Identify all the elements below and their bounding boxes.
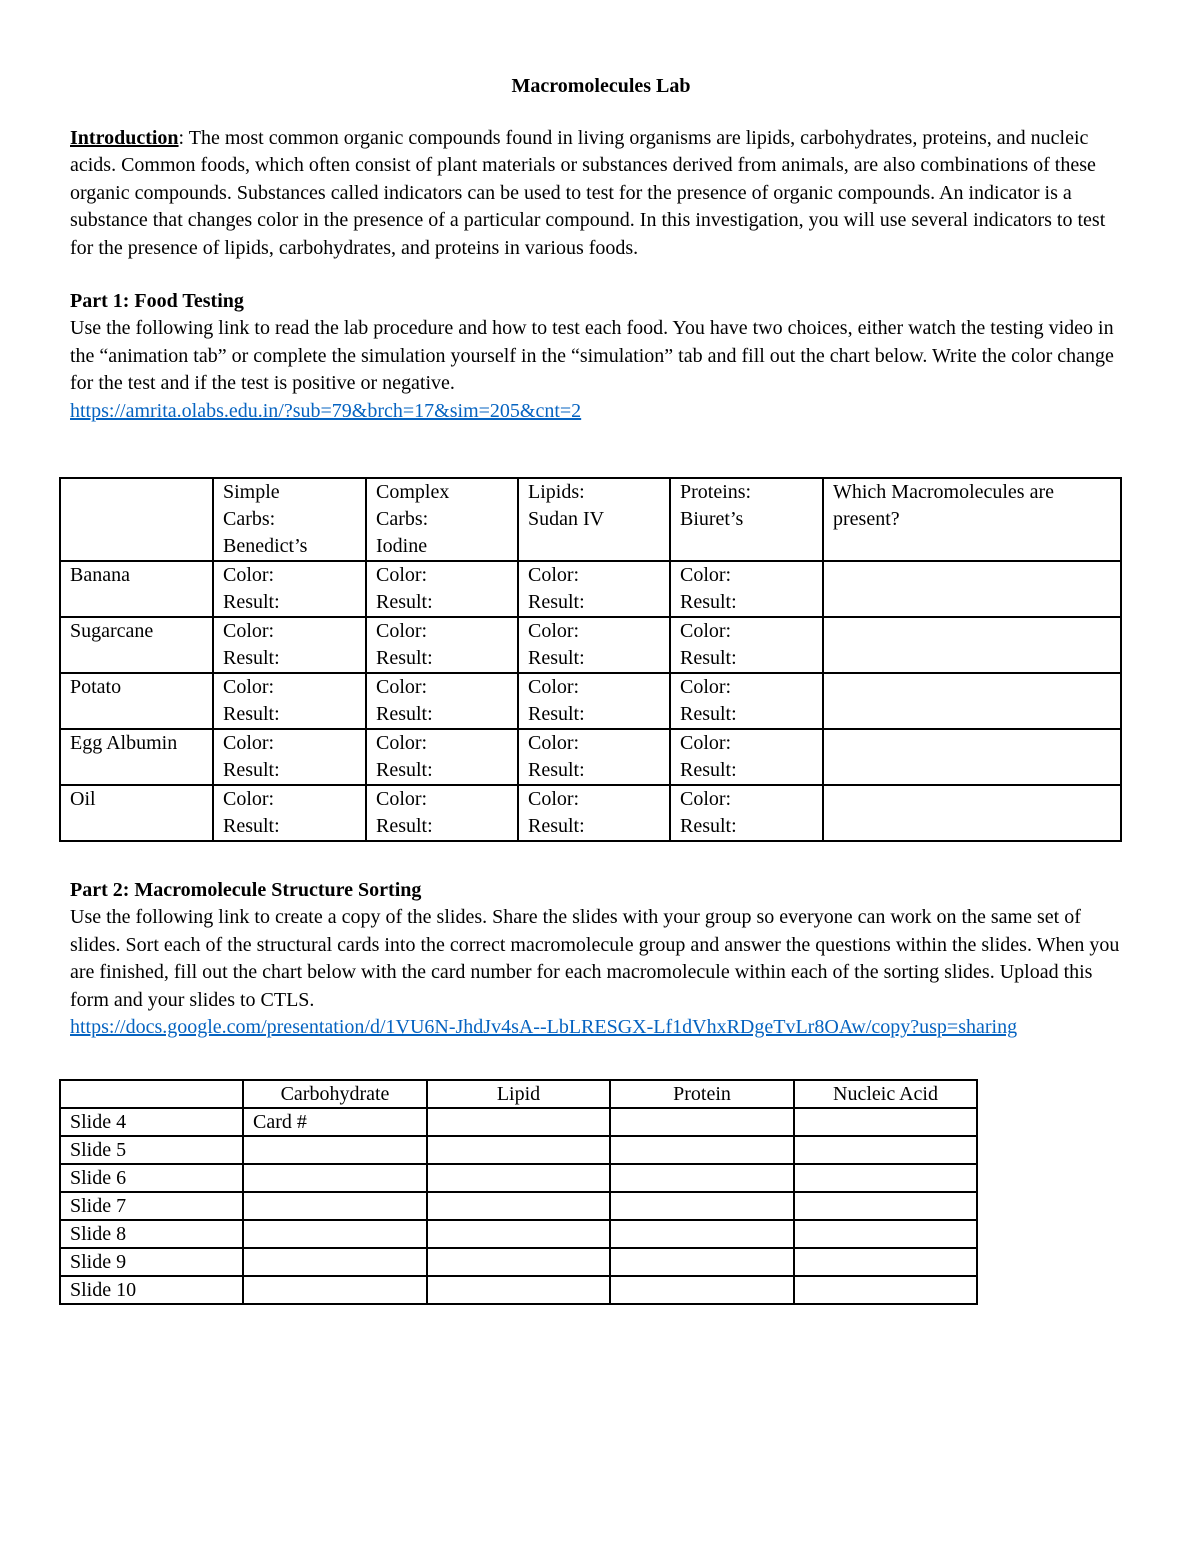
slide-name: Slide 8 [60, 1220, 243, 1248]
macromolecules-present-cell[interactable] [823, 617, 1121, 673]
food-name: Oil [60, 785, 213, 841]
color-label: Color: [680, 620, 732, 642]
part1-link[interactable]: https://amrita.olabs.edu.in/?sub=79&brch=17&sim=205&cnt=2 [70, 399, 582, 422]
food-table-corner [60, 478, 213, 561]
result-label: Result: [680, 647, 737, 669]
card-number-cell[interactable] [243, 1220, 427, 1248]
color-label: Color: [528, 732, 580, 754]
card-number-cell[interactable] [610, 1108, 794, 1136]
result-label: Result: [223, 591, 280, 613]
food-table-row [60, 785, 1121, 841]
card-number-cell[interactable] [427, 1248, 610, 1276]
color-label: Color: [376, 620, 428, 642]
sorting-table-row [60, 1248, 977, 1276]
slide-name: Slide 6 [60, 1164, 243, 1192]
card-number-cell[interactable] [427, 1220, 610, 1248]
card-number-cell[interactable] [427, 1136, 610, 1164]
food-name: Egg Albumin [60, 729, 213, 785]
food-table-row [60, 729, 1121, 785]
slide-name: Slide 7 [60, 1192, 243, 1220]
test-result-cell[interactable] [518, 673, 670, 729]
sorting-table-corner [60, 1080, 243, 1108]
test-result-cell[interactable] [518, 785, 670, 841]
page-title: Macromolecules Lab [511, 75, 691, 97]
sorting-table-row [60, 1108, 977, 1136]
card-number-cell[interactable] [610, 1276, 794, 1304]
card-number-cell[interactable] [610, 1164, 794, 1192]
intro-paragraph [70, 125, 1132, 262]
result-label: Result: [528, 703, 585, 725]
result-label: Result: [223, 703, 280, 725]
header-lipid: Lipid [427, 1080, 610, 1108]
card-number-cell[interactable] [794, 1248, 977, 1276]
test-result-cell[interactable] [213, 729, 366, 785]
result-label: Result: [376, 815, 433, 837]
structure-sorting-table [59, 1079, 978, 1305]
part2-heading: Part 2: Macromolecule Structure Sorting [70, 879, 422, 902]
test-result-cell[interactable] [366, 673, 518, 729]
card-number-cell[interactable] [794, 1192, 977, 1220]
test-result-cell[interactable] [670, 561, 823, 617]
test-result-cell[interactable] [366, 785, 518, 841]
test-result-cell[interactable] [213, 561, 366, 617]
sorting-table-row [60, 1192, 977, 1220]
card-number-cell[interactable] [610, 1248, 794, 1276]
result-label: Result: [680, 759, 737, 781]
color-label: Color: [528, 564, 580, 586]
color-label: Color: [376, 564, 428, 586]
result-label: Result: [528, 815, 585, 837]
test-result-cell[interactable] [366, 561, 518, 617]
result-label: Result: [528, 591, 585, 613]
test-result-cell[interactable] [670, 729, 823, 785]
header-macromolecules-present: Which Macromolecules are present? [823, 478, 1121, 561]
food-name: Potato [60, 673, 213, 729]
color-label: Color: [680, 676, 732, 698]
card-number-cell[interactable] [427, 1276, 610, 1304]
color-label: Color: [528, 620, 580, 642]
card-number-cell[interactable] [243, 1192, 427, 1220]
header-complex-carbs: Complex Carbs: Iodine [366, 478, 518, 561]
food-name: Sugarcane [60, 617, 213, 673]
test-result-cell[interactable] [518, 729, 670, 785]
header-simple-carbs: Simple Carbs: Benedict’s [213, 478, 366, 561]
food-table-header-row [60, 478, 1121, 561]
color-label: Color: [680, 732, 732, 754]
result-label: Result: [680, 815, 737, 837]
test-result-cell[interactable] [670, 617, 823, 673]
color-label: Color: [528, 788, 580, 810]
result-label: Result: [223, 815, 280, 837]
food-name: Banana [60, 561, 213, 617]
color-label: Color: [376, 732, 428, 754]
food-testing-table [59, 477, 1122, 842]
test-result-cell[interactable] [670, 673, 823, 729]
card-number-cell[interactable] [427, 1192, 610, 1220]
result-label: Result: [376, 703, 433, 725]
sorting-table-row [60, 1136, 977, 1164]
result-label: Result: [223, 759, 280, 781]
part2-link[interactable]: https://docs.google.com/presentation/d/1VU6N-JhdJv4sA--LbLRESGX-Lf1dVhxRDgeTvLr8OAw/copy?usp=sharing [70, 1016, 1018, 1039]
card-number-cell[interactable] [243, 1276, 427, 1304]
color-label: Color: [376, 788, 428, 810]
card-number-cell[interactable] [794, 1164, 977, 1192]
sorting-table-row [60, 1164, 977, 1192]
macromolecules-present-cell[interactable] [823, 561, 1121, 617]
result-label: Result: [680, 591, 737, 613]
card-number-cell[interactable] [610, 1192, 794, 1220]
card-number-cell[interactable] [794, 1220, 977, 1248]
header-lipids: Lipids: Sudan IV [518, 478, 670, 561]
header-proteins: Proteins: Biuret’s [670, 478, 823, 561]
test-result-cell[interactable] [366, 729, 518, 785]
sorting-table-row [60, 1276, 977, 1304]
part2-text: Use the following link to create a copy of the slides. Share the slides with your group so everyone can work on the same set of slides. Sort each of the structural cards into the correct macromolecule group and answer the questions within the slides. When you are finished, fill out the chart below with the card number for each macromolecule within each of the sorting slides. Upload this form and your slides to CTLS. [70, 906, 1120, 1011]
card-number-cell[interactable] [243, 1164, 427, 1192]
result-label: Result: [528, 647, 585, 669]
card-number-cell[interactable] [794, 1108, 977, 1136]
color-label: Color: [680, 788, 732, 810]
result-label: Result: [680, 703, 737, 725]
result-label: Result: [528, 759, 585, 781]
test-result-cell[interactable] [366, 617, 518, 673]
test-result-cell[interactable] [518, 561, 670, 617]
color-label: Color: [528, 676, 580, 698]
result-label: Result: [223, 647, 280, 669]
intro-heading: Introduction [70, 127, 179, 149]
food-table-row [60, 673, 1121, 729]
test-result-cell[interactable] [670, 785, 823, 841]
color-label: Color: [680, 564, 732, 586]
header-nucleic-acid: Nucleic Acid [794, 1080, 977, 1108]
color-label: Color: [376, 676, 428, 698]
card-number-cell[interactable] [427, 1108, 610, 1136]
color-label: Color: [223, 788, 275, 810]
header-protein: Protein [610, 1080, 794, 1108]
result-label: Result: [376, 759, 433, 781]
intro-text: : The most common organic compounds found in living organisms are lipids, carbohydrates, proteins, and nucleic acids. Common foods, which often consist of plant materials or substances derived from animals, are also combinations of these organic compounds. Substances called indicators can be used to test for the presence of organic compounds. An indicator is a substance that changes color in the presence of a particular compound. In this investigation, you will use several indicators to test for the presence of lipids, carbohydrates, and proteins in various foods. [70, 127, 1106, 259]
result-label: Result: [376, 647, 433, 669]
slide-name: Slide 5 [60, 1136, 243, 1164]
card-number-cell[interactable] [243, 1136, 427, 1164]
color-label: Color: [223, 620, 275, 642]
slide-name: Slide 4 [60, 1108, 243, 1136]
color-label: Color: [223, 676, 275, 698]
macromolecules-present-cell[interactable] [823, 729, 1121, 785]
slide-name: Slide 10 [60, 1276, 243, 1304]
macromolecules-present-cell[interactable] [823, 785, 1121, 841]
card-number-cell[interactable] [427, 1164, 610, 1192]
card-number-cell[interactable] [243, 1248, 427, 1276]
part1-heading: Part 1: Food Testing [70, 290, 244, 313]
result-label: Result: [376, 591, 433, 613]
card-number-cell[interactable] [794, 1136, 977, 1164]
food-table-row [60, 561, 1121, 617]
card-number-cell[interactable] [794, 1276, 977, 1304]
header-carbohydrate: Carbohydrate [243, 1080, 427, 1108]
test-result-cell[interactable] [213, 673, 366, 729]
card-number-cell[interactable] [610, 1136, 794, 1164]
card-number-cell[interactable] [610, 1220, 794, 1248]
color-label: Color: [223, 564, 275, 586]
sorting-table-header-row [60, 1080, 977, 1108]
test-result-cell[interactable] [518, 617, 670, 673]
card-number-cell[interactable]: Card # [243, 1108, 427, 1136]
food-table-row [60, 617, 1121, 673]
slide-name: Slide 9 [60, 1248, 243, 1276]
test-result-cell[interactable] [213, 617, 366, 673]
macromolecules-present-cell[interactable] [823, 673, 1121, 729]
test-result-cell[interactable] [213, 785, 366, 841]
part1-text: Use the following link to read the lab procedure and how to test each food. You have two choices, either watch the testing video in the “animation tab” or complete the simulation yourself in the “simulation” tab and fill out the chart below. Write the color change for the test and if the test is positive or negative. [70, 317, 1114, 395]
sorting-table-row [60, 1220, 977, 1248]
color-label: Color: [223, 732, 275, 754]
